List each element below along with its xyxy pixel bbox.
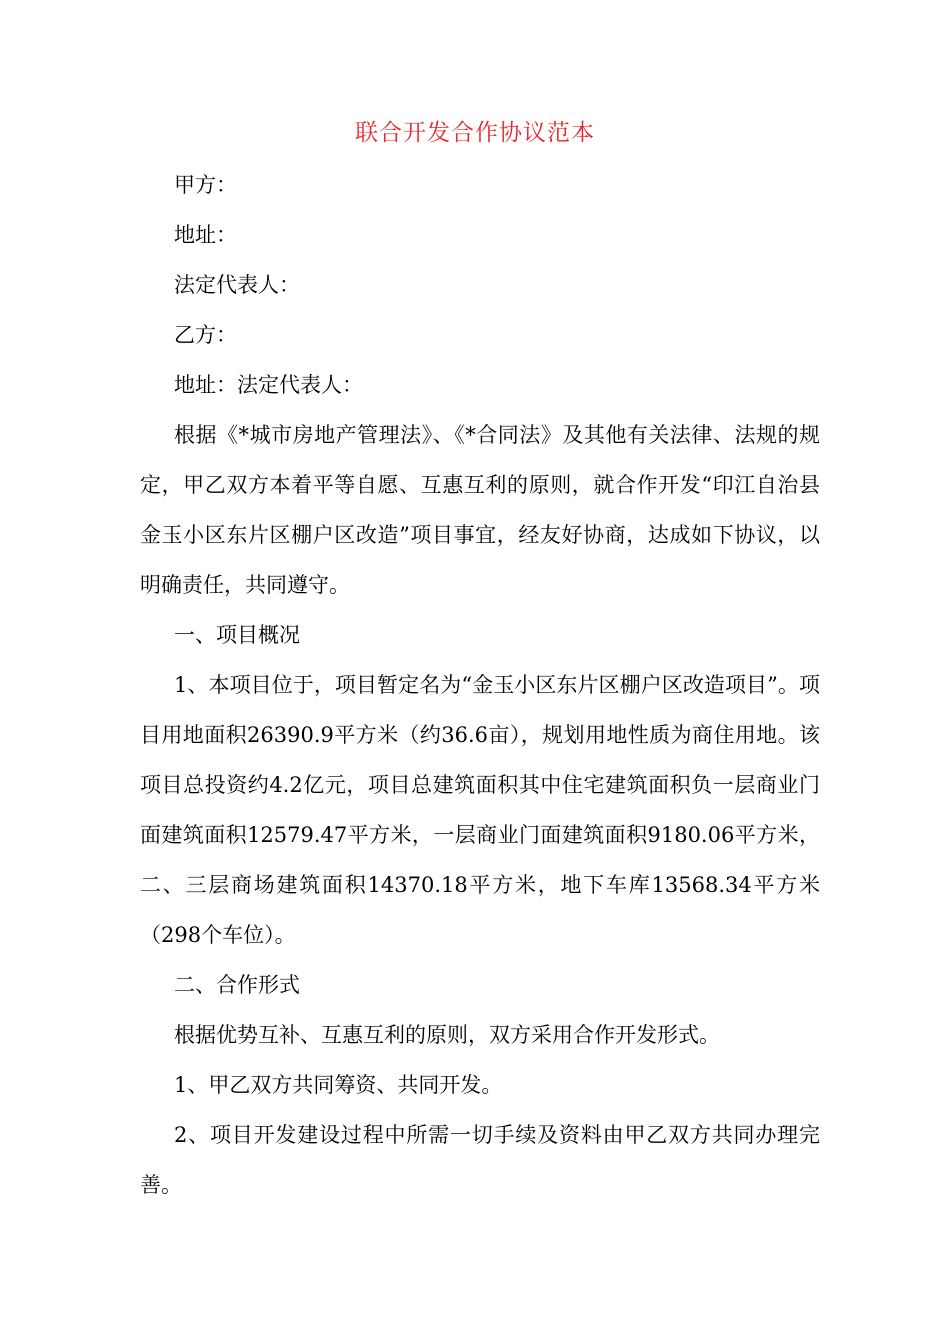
section-heading-cooperation-form: 二、合作形式 (174, 973, 300, 997)
document-title: 联合开发合作协议范本 (355, 120, 595, 146)
project-overview-paragraph: 1、本项目位于，项目暂定名为“金玉小区东片区棚户区改造项目”。项目用地面积26390.9平方米（约36.6亩），规划用地性质为商住用地。该项目总投资约4.2亿元，项目总建筑面积其中住宅建筑面积负一层商业门面建筑面积12579.47平方米，一层商业门面建筑面积9180.06平方米，二、三层商场建筑面积14370.18平方米，地下车库13568.34平方米（298个车位）。 (140, 673, 820, 947)
section-heading-project-overview: 一、项目概况 (174, 623, 300, 647)
document-body (140, 160, 820, 1210)
party-a-label: 甲方： (174, 173, 237, 197)
clause-1-paragraph: 1、甲乙双方共同筹资、共同开发。 (174, 1073, 503, 1097)
party-b-label: 乙方： (174, 323, 237, 347)
party-a-representative: 法定代表人： (174, 273, 300, 297)
cooperation-principle-paragraph: 根据优势互补、互惠互利的原则，双方采用合作开发形式。 (174, 1023, 720, 1047)
party-a-address: 地址： (174, 223, 237, 247)
clause-2-paragraph: 2、项目开发建设过程中所需一切手续及资料由甲乙双方共同办理完善。 (140, 1123, 820, 1197)
preamble-paragraph: 根据《*城市房地产管理法》、《*合同法》及其他有关法律、法规的规定，甲乙双方本着平等自愿、互惠互利的原则，就合作开发“印江自治县金玉小区东片区棚户区改造”项目事宜，经友好协商，达成如下协议，以明确责任，共同遵守。 (140, 423, 820, 597)
party-b-address-representative: 地址：法定代表人： (174, 373, 363, 397)
